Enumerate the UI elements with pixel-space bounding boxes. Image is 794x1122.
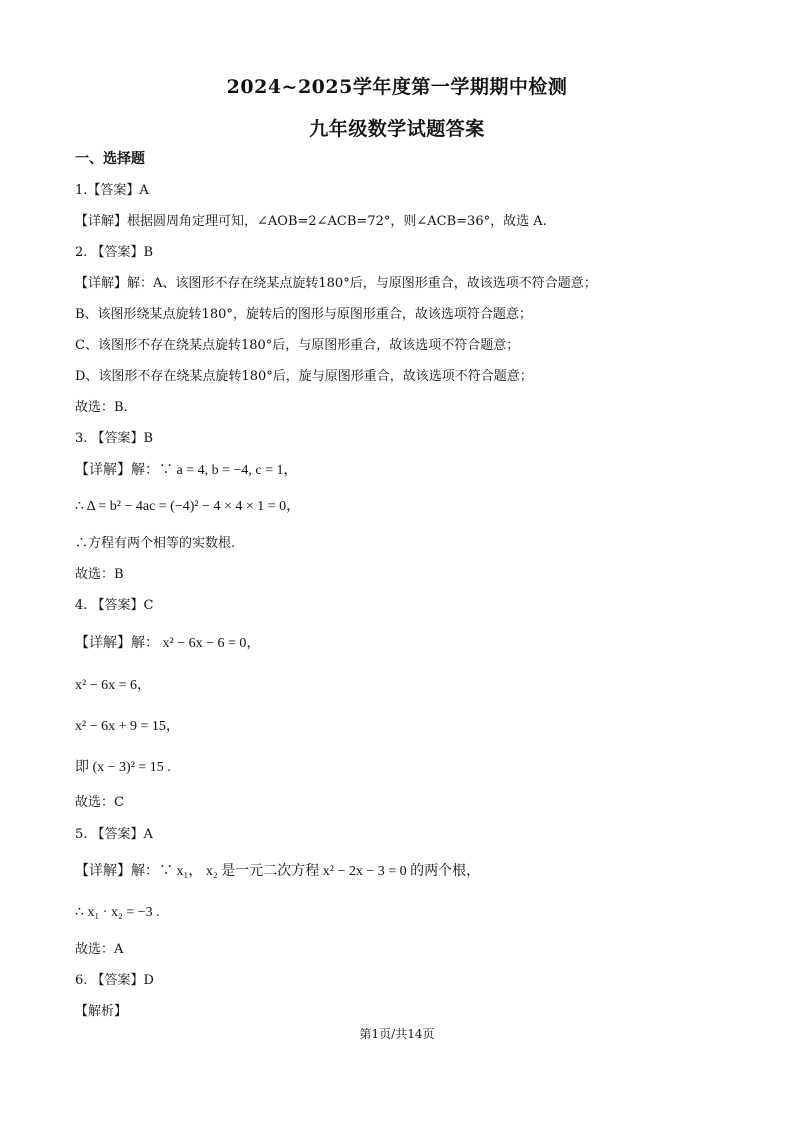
explanation-5b: ∴ x₁ · x₂ = −3 .	[75, 905, 160, 920]
answer-4: 4. 【答案】C	[75, 598, 154, 613]
explanation-3a: 【详解】解：∵ a = 4, b = −4, c = 1，	[75, 463, 298, 478]
explanation-2a: 【详解】解：A、该图形不存在绕某点旋转180°后，与原图形重合，故该选项不符合题意；	[75, 276, 597, 291]
document-title: 2024~2025学年度第一学期期中检测	[226, 76, 568, 98]
answer-1: 1.【答案】A	[75, 183, 149, 198]
explanation-2d: D、该图形不存在绕某点旋转180°后，旋与原图形重合，故该选项不符合题意；	[75, 369, 533, 384]
explanation-4c: x² − 6x + 9 = 15，	[75, 719, 180, 734]
conclusion-5: 故选：A	[75, 942, 124, 957]
explanation-3c: ∴方程有两个相等的实数根.	[75, 536, 236, 551]
page-number: 第1页/共14页	[359, 1027, 435, 1041]
explanation-5a: 【详解】解：∵ x₁， x₂ 是一元二次方程 x² − 2x − 3 = 0 的两个根，	[75, 864, 481, 879]
answer-3: 3. 【答案】B	[75, 431, 154, 446]
analysis-6-label: 【解析】	[75, 1004, 128, 1019]
conclusion-4: 故选：C	[75, 795, 124, 810]
explanation-2b: B、该图形绕某点旋转180°，旋转后的图形与原图形重合，故该选项符合题意；	[75, 307, 532, 322]
explanation-4d: 即 (x − 3)² = 15 .	[75, 760, 171, 775]
conclusion-2: 故选：B.	[75, 400, 128, 415]
answer-6: 6. 【答案】D	[75, 973, 154, 988]
document-subtitle: 九年级数学试题答案	[309, 118, 485, 140]
explanation-4b: x² − 6x = 6，	[75, 678, 151, 693]
answer-2: 2. 【答案】B	[75, 245, 154, 260]
section-heading: 一、选择题	[75, 151, 145, 167]
explanation-1: 【详解】根据圆周角定理可知，∠AOB=2∠ACB=72°，则∠ACB=36°，故选 A.	[75, 214, 547, 229]
conclusion-3: 故选：B	[75, 567, 124, 582]
explanation-2c: C、该图形不存在绕某点旋转180°后，与原图形重合，故该选项不符合题意；	[75, 338, 520, 353]
explanation-4a: 【详解】解： x² − 6x − 6 = 0，	[75, 636, 261, 651]
answer-5: 5. 【答案】A	[75, 827, 153, 842]
explanation-3b: ∴ Δ = b² − 4ac = (−4)² − 4 × 4 × 1 = 0，	[75, 499, 301, 514]
